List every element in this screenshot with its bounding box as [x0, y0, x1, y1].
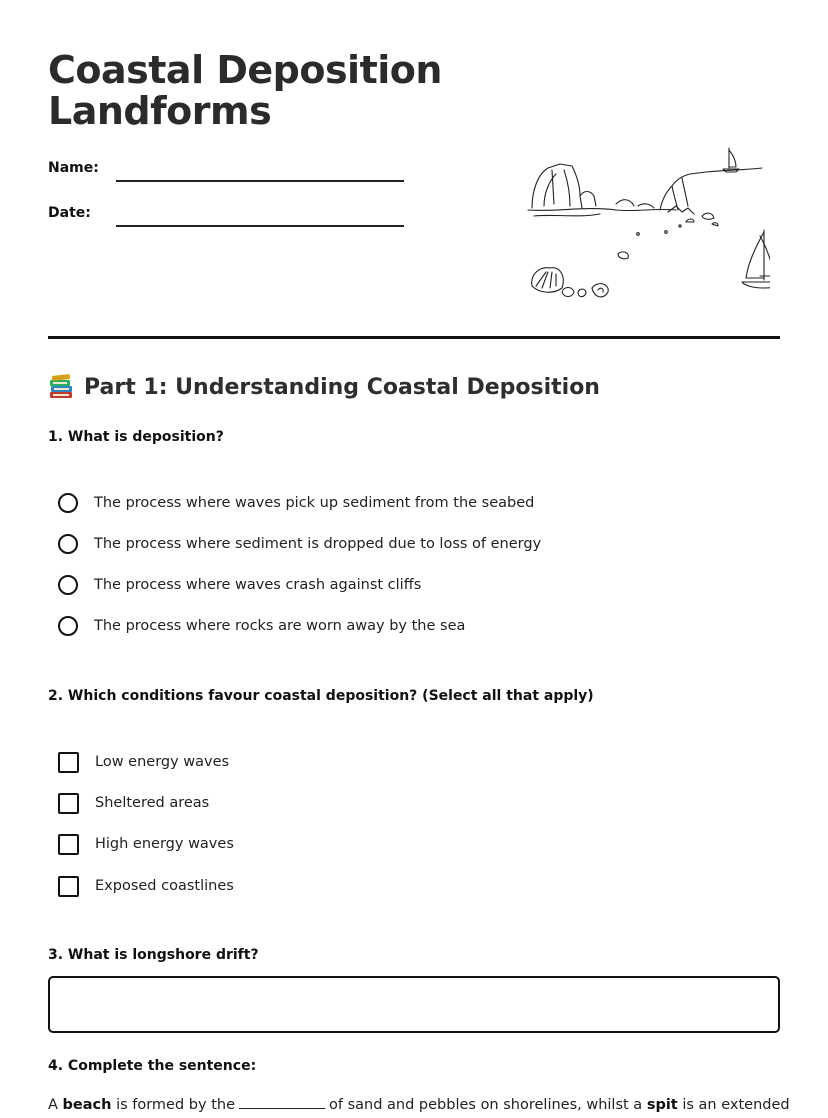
name-field[interactable] — [116, 180, 404, 182]
part-1-heading — [48, 374, 600, 400]
q1-option-4[interactable] — [58, 614, 465, 638]
q4-word-beach: beach — [62, 1097, 112, 1113]
question-1: 1. What is deposition? — [48, 429, 224, 445]
worksheet-page — [48, 0, 790, 1118]
q2-option-1[interactable] — [58, 750, 229, 774]
title-line-2: Landforms — [48, 89, 272, 133]
section-divider — [48, 336, 780, 339]
q1-option-4-radio[interactable] — [58, 616, 78, 636]
q2-option-4-label: Exposed coastlines — [95, 878, 234, 894]
q4-text-c: of sand and pebbles on shorelines, whilst a — [329, 1097, 643, 1113]
q4-text-b: is formed by the — [116, 1097, 235, 1113]
q1-option-2-label: The process where sediment is dropped due to loss of energy — [94, 536, 542, 552]
q4-word-spit: spit — [646, 1097, 678, 1113]
part-1-heading-text: Part 1: Understanding Coastal Deposition — [84, 374, 600, 400]
q1-option-1-label: The process where waves pick up sediment from the seabed — [94, 495, 535, 511]
question-4: 4. Complete the sentence: — [48, 1058, 257, 1074]
q2-option-2-label: Sheltered areas — [95, 795, 210, 811]
q1-option-1[interactable] — [58, 491, 534, 515]
q2-option-3-label: High energy waves — [95, 836, 234, 852]
page-title — [48, 50, 442, 132]
q2-option-3-checkbox[interactable] — [58, 834, 79, 855]
q1-option-2[interactable] — [58, 532, 541, 556]
q4-blank-1[interactable] — [239, 1107, 325, 1109]
q2-option-1-checkbox[interactable] — [58, 752, 79, 773]
title-line-1: Coastal Deposition — [48, 48, 442, 92]
q1-option-4-label: The process where rocks are worn away by the sea — [94, 618, 466, 634]
q2-option-4[interactable] — [58, 874, 234, 898]
q2-option-4-checkbox[interactable] — [58, 876, 79, 897]
date-label: Date: — [48, 205, 91, 221]
q1-option-3-radio[interactable] — [58, 575, 78, 595]
q4-sentence — [48, 1097, 790, 1113]
q2-option-2[interactable] — [58, 791, 209, 815]
question-3: 3. What is longshore drift? — [48, 947, 259, 963]
q2-option-1-label: Low energy waves — [95, 754, 230, 770]
name-label: Name: — [48, 160, 99, 176]
q2-option-3[interactable] — [58, 832, 234, 856]
q1-option-3-label: The process where waves crash against cliffs — [94, 577, 422, 593]
q4-text-a: A — [48, 1097, 58, 1113]
q3-answer-box[interactable] — [48, 976, 780, 1033]
q1-option-3[interactable] — [58, 573, 421, 597]
q4-text-d: is an extended — [682, 1097, 790, 1113]
date-field[interactable] — [116, 225, 404, 227]
books-icon — [48, 374, 74, 400]
q2-option-2-checkbox[interactable] — [58, 793, 79, 814]
q1-option-1-radio[interactable] — [58, 493, 78, 513]
coastal-scene-icon — [526, 140, 770, 310]
q1-option-2-radio[interactable] — [58, 534, 78, 554]
question-2: 2. Which conditions favour coastal deposition? (Select all that apply) — [48, 688, 594, 704]
